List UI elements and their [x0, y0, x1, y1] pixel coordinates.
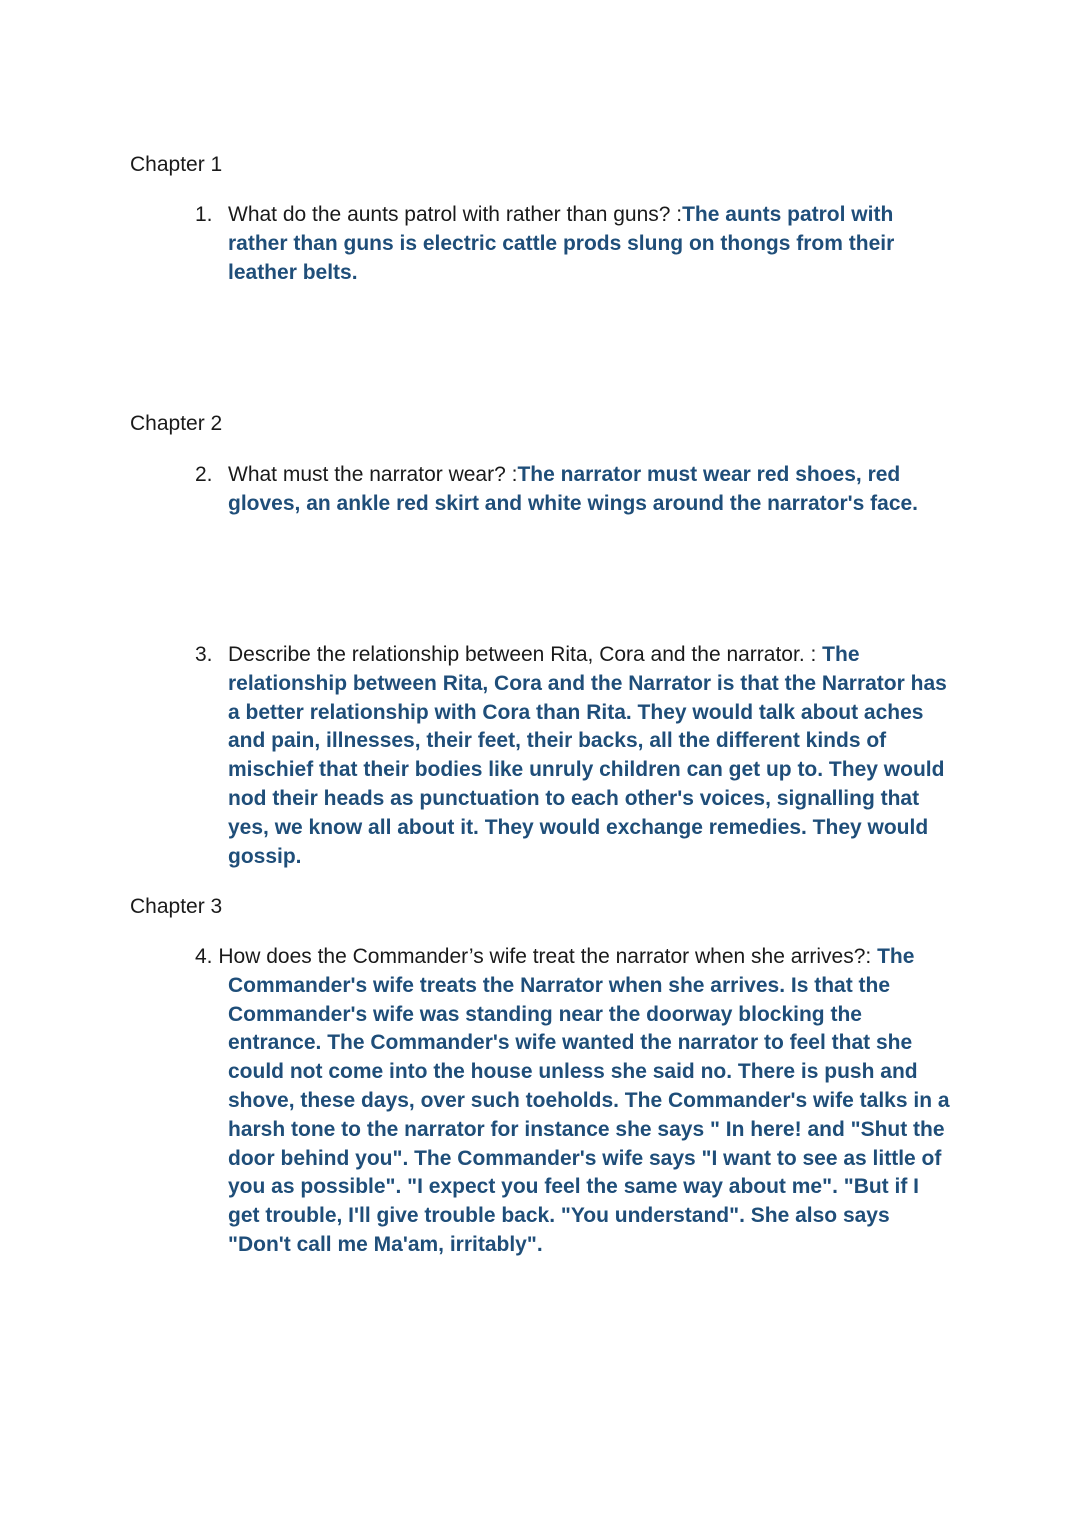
chapter-3-heading: Chapter 3	[130, 895, 223, 918]
question-prompt: How does the Commander’s wife treat the narrator when she arrives?:	[218, 945, 878, 968]
question-prompt: What must the narrator wear? :	[228, 463, 518, 486]
answer-text: The relationship between Rita, Cora and the Narrator is that the Narrator has a better relationship with Cora than Rita. They would talk about aches and pain, illnesses, their feet, their backs, all the different kinds of mischief that their bodies like unruly children can get up to. They would nod their heads as punctuation to each other's voices, signalling that yes, we know all about it. They would exchange remedies. They would gossip.	[228, 643, 947, 868]
answer-text: The narrator must wear red shoes, red gloves, an ankle red skirt and white wings around the narrator's face.	[228, 463, 919, 515]
question-3	[195, 641, 955, 871]
answer-text: The aunts patrol with rather than guns is electric cattle prods slung on thongs from their leather belts.	[228, 203, 895, 284]
question-2	[195, 461, 955, 519]
question-prompt: Describe the relationship between Rita, Cora and the narrator. :	[228, 643, 823, 666]
chapter-1-heading: Chapter 1	[130, 153, 223, 176]
answer-text: The Commander's wife treats the Narrator when she arrives. Is that the Commander's wife was standing near the doorway blocking the entrance. The Commander's wife wanted the narrator to feel that she could not come into the house unless she said no. There is push and shove, these days, over such toeholds. The Commander's wife talks in a harsh tone to the narrator for instance she says " In here! and "Shut the door behind you". The Commander's wife says "I want to see as little of you as possible". "I expect you feel the same way about me". "But if I get trouble, I'll give trouble back. "You understand". She also says "Don't call me Ma'am, irritably".	[228, 945, 950, 1256]
question-number: 2.	[195, 463, 213, 486]
question-prompt: What do the aunts patrol with rather than guns? :	[228, 203, 683, 226]
question-number: 1.	[195, 203, 213, 226]
question-4	[195, 943, 955, 1260]
chapter-2-heading: Chapter 2	[130, 412, 223, 435]
question-1	[195, 201, 955, 287]
question-number: 3.	[195, 643, 213, 666]
question-number: 4.	[195, 945, 213, 968]
